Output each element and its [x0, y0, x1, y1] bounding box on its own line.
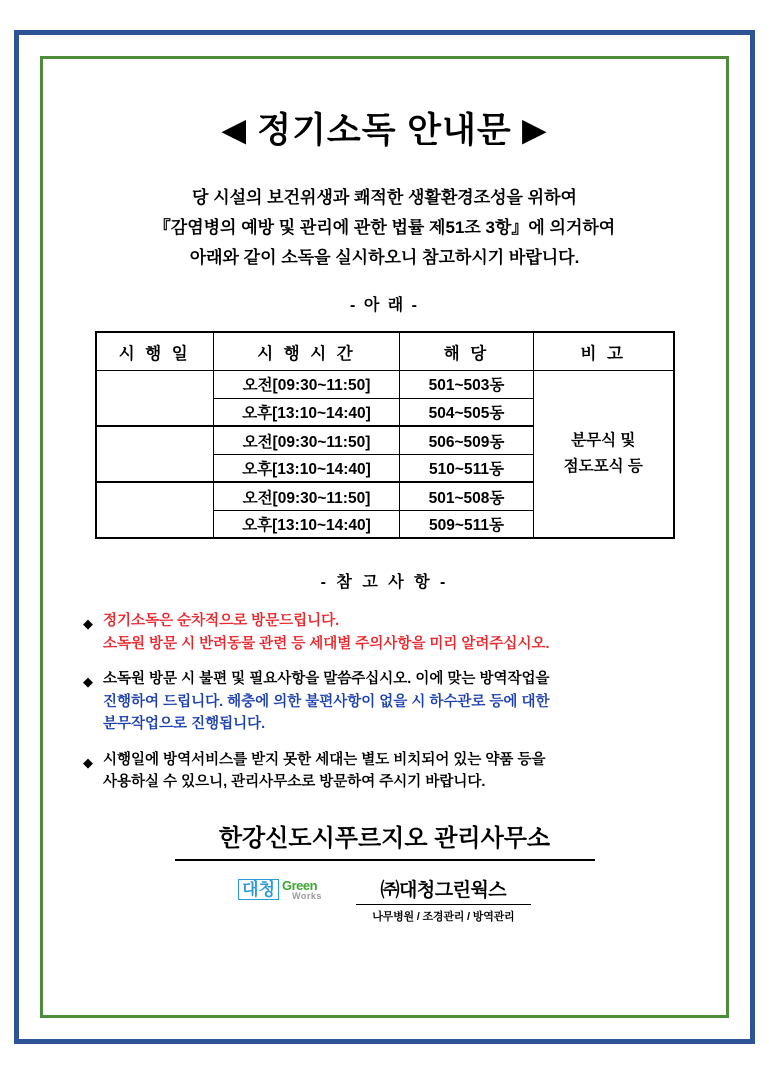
diamond-bullet-icon: ◆ [83, 674, 93, 690]
logo-mark-text: 대청 [238, 879, 279, 901]
note-text [103, 749, 676, 794]
company-underline [356, 904, 531, 906]
notes-list [69, 610, 700, 793]
logo-green-bottom: Works [292, 890, 322, 901]
cell-target: 510~511동 [400, 454, 534, 482]
list-item [83, 668, 676, 735]
intro-line-3: 아래와 같이 소독을 실시하오니 참고하시기 바랍니다. [189, 247, 580, 267]
note-line: 시행일에 방역서비스를 받지 못한 세대는 별도 비치되어 있는 약품 등을 [103, 751, 546, 768]
cell-note [534, 370, 674, 538]
company-services: 나무병원 / 조경관리 / 방역관리 [372, 911, 515, 924]
diamond-bullet-icon: ◆ [83, 616, 93, 632]
schedule-table [95, 331, 675, 539]
company-name: ㈜대청그린웍스 [380, 879, 507, 901]
list-item [83, 749, 676, 794]
intro-line-2: 『감염병의 예방 및 관리에 관한 법률 제51조 3항』에 의거하여 [153, 217, 616, 237]
management-office-name: 한강신도시푸르지오 관리사무소 [218, 824, 551, 852]
arae-label: - 아 래 - [350, 297, 419, 315]
cell-time: 오후[13:10~14:40] [214, 454, 400, 482]
cell-target: 504~505동 [400, 398, 534, 426]
reference-heading: - 참 고 사 항 - [320, 574, 449, 592]
notice-content [43, 59, 726, 1015]
note-line-1: 분무식 및 [571, 431, 636, 449]
list-item [83, 610, 676, 655]
table-header-row [96, 332, 674, 370]
intro-paragraph [69, 183, 700, 272]
note-text [103, 668, 676, 735]
cell-target: 509~511동 [400, 510, 534, 538]
page-title-text: 정기소독 안내문 [257, 111, 512, 150]
diamond-bullet-icon: ◆ [83, 754, 93, 770]
page-title [69, 103, 700, 153]
logo-green-top: Green [282, 877, 318, 893]
cell-time: 오전[09:30~11:50] [214, 426, 400, 454]
note-line: 소독원 방문 시 반려동물 관련 등 세대별 주의사항을 미리 알려주십시오. [103, 635, 550, 652]
note-line: 진행하여 드립니다. 해충에 의한 불편사항이 없을 시 하수관로 등에 대한 [103, 693, 550, 710]
left-arrow-icon: ◀ [222, 114, 247, 147]
header-note: 비 고 [534, 332, 674, 370]
note-line: 소독원 방문 시 불편 및 필요사항을 말씀주십시오. 이에 맞는 방역작업을 [103, 671, 550, 688]
cell-date [96, 482, 214, 538]
company-block [356, 875, 531, 925]
footer [69, 875, 700, 925]
note-line: 사용하실 수 있으니, 관리사무소로 방문하여 주시기 바랍니다. [103, 774, 486, 791]
right-arrow-icon: ▶ [522, 114, 547, 147]
cell-time: 오전[09:30~11:50] [214, 370, 400, 398]
cell-time: 오후[13:10~14:40] [214, 398, 400, 426]
cell-target: 506~509동 [400, 426, 534, 454]
cell-time: 오전[09:30~11:50] [214, 482, 400, 510]
logo-greenworks [282, 879, 322, 901]
cell-target: 501~503동 [400, 370, 534, 398]
cell-time: 오후[13:10~14:40] [214, 510, 400, 538]
note-text [103, 610, 676, 655]
cell-target: 501~508동 [400, 482, 534, 510]
cell-date [96, 370, 214, 426]
office-underline [175, 859, 595, 861]
intro-line-1: 당 시설의 보건위생과 쾌적한 생활환경조성을 위하여 [192, 188, 577, 207]
header-date: 시 행 일 [96, 332, 214, 370]
cell-date [96, 426, 214, 482]
inner-border-frame [40, 56, 729, 1018]
table-row [96, 370, 674, 398]
note-line-2: 점도포식 등 [563, 458, 643, 475]
header-target: 해 당 [400, 332, 534, 370]
company-logo [238, 875, 322, 901]
header-time: 시 행 시 간 [214, 332, 400, 370]
note-line: 분무작업으로 진행됩니다. [103, 716, 266, 733]
note-line: 정기소독은 순차적으로 방문드립니다. [103, 613, 340, 630]
